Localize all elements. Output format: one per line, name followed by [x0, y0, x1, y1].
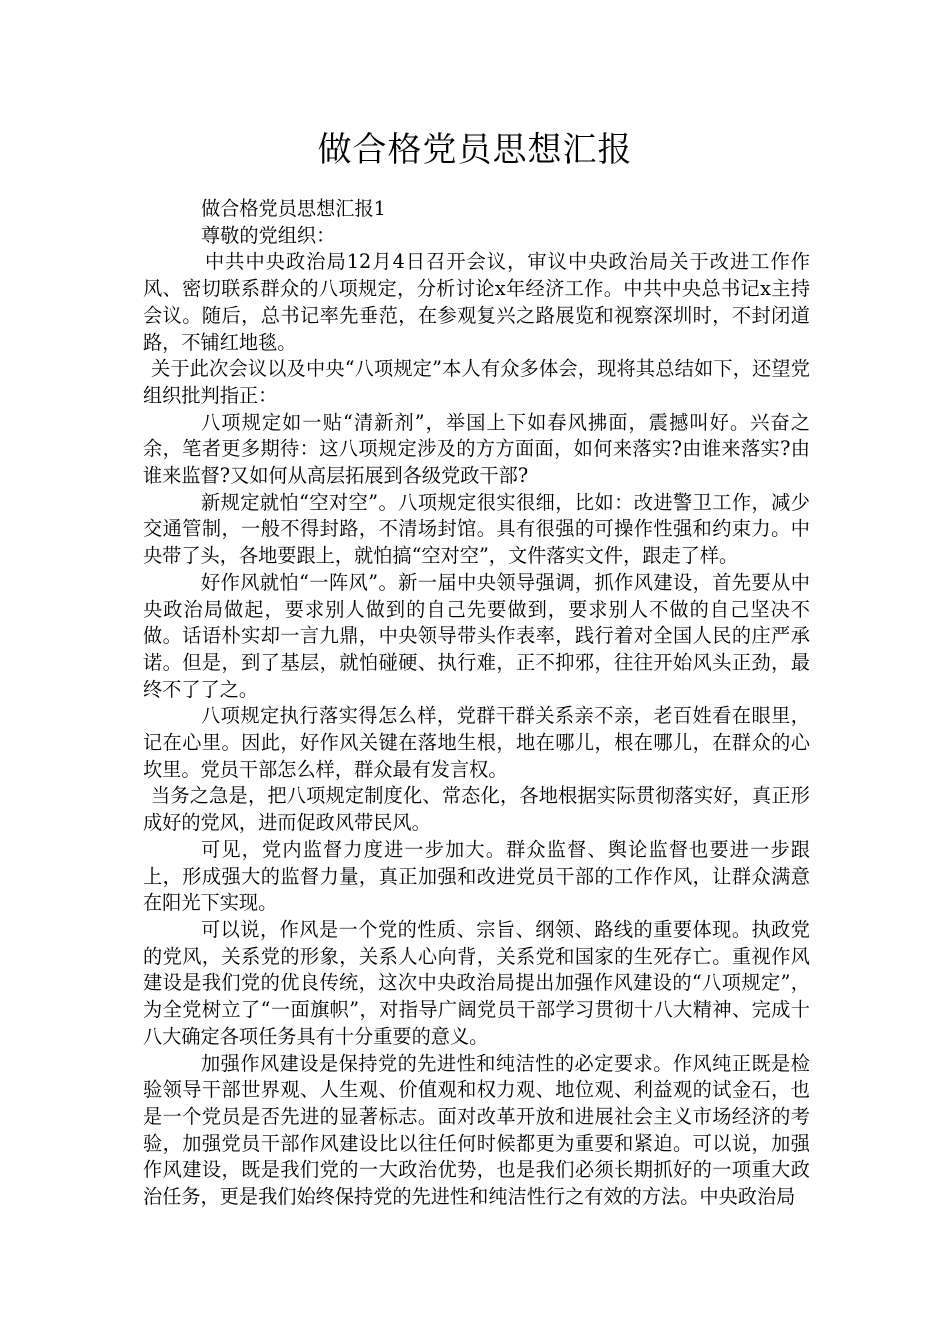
paragraph-salutation: 尊敬的党组织： [201, 223, 336, 247]
paragraph: 关于此次会议以及中央“八项规定”本人有众多体会，现将其总结如下，还望党组织批判指正： [143, 357, 810, 407]
document-title: 做合格党员思想汇报 [317, 130, 633, 170]
paragraph: 中共中央政治局12月4日召开会议，审议中央政治局关于改进工作作风、密切联系群众的八项规定，分析讨论x年经济工作。中共中央总书记x主持会议。随后，总书记率先垂范，在参观复兴之路展览和视察深圳时，不封闭道路，不铺红地毯。 [143, 250, 810, 354]
paragraph: 八项规定执行落实得怎么样，党群干群关系亲不亲，老百姓看在眼里，记在心里。因此，好作风关键在落地生根，地在哪儿，根在哪儿，在群众的心坎里。党员干部怎么样，群众最有发言权。 [143, 704, 810, 781]
paragraph: 好作风就怕“一阵风”。新一届中央领导强调，抓作风建设，首先要从中央政治局做起，要求别人做到的自己先要做到，要求别人不做的自己坚决不做。话语朴实却一言九鼎，中央领导带头作表率，践行着对全国人民的庄严承诺。但是，到了基层，就怕碰硬、执行难，正不抑邪，往往开始风头正劲，最终不了了之。 [143, 570, 810, 701]
paragraph: 可见，党内监督力度进一步加大。群众监督、舆论监督也要进一步跟上，形成强大的监督力量，真正加强和改进党员干部的工作作风，让群众满意在阳光下实现。 [143, 837, 810, 915]
paragraph: 当务之急是，把八项规定制度化、常态化，各地根据实际贯彻落实好，真正形成好的党风，进而促政风带民风。 [143, 784, 810, 835]
document-body [143, 196, 810, 1211]
paragraph: 加强作风建设是保持党的先进性和纯洁性的必定要求。作风纯正既是检验领导干部世界观、人生观、价值观和权力观、地位观、利益观的试金石，也是一个党员是否先进的显著标志。面对改革开放和进展社会主义市场经济的考验，加强党员干部作风建设比以往任何时候都更为重要和紧迫。可以说，加强作风建设，既是我们党的一大政治优势，也是我们必须长期抓好的一项重大政治任务，更是我们始终保持党的先进性和纯洁性行之有效的方法。中央政治局 [143, 1051, 810, 1209]
paragraph: 可以说，作风是一个党的性质、宗旨、纲领、路线的重要体现。执政党的党风，关系党的形象，关系人心向背，关系党和国家的生死存亡。重视作风建设是我们党的优良传统，这次中央政治局提出加强作风建设的“八项规定”，为全党树立了“一面旗帜”，对指导广阔党员干部学习贯彻十八大精神、完成十八大确定各项任务具有十分重要的意义。 [143, 917, 810, 1048]
paragraph: 新规定就怕“空对空”。八项规定很实很细，比如：改进警卫工作，减少交通管制，一般不得封路，不清场封馆。具有很强的可操作性强和约束力。中央带了头，各地要跟上，就怕搞“空对空”，文件落实文件，跟走了样。 [143, 490, 810, 568]
paragraph: 八项规定如一贴“清新剂”，举国上下如春风拂面，震撼叫好。兴奋之余，笔者更多期待：这八项规定涉及的方方面面，如何来落实?由谁来落实?由谁来监督?又如何从高层拓展到各级党政干部? [143, 410, 810, 488]
paragraph-heading: 做合格党员思想汇报1 [201, 197, 386, 220]
